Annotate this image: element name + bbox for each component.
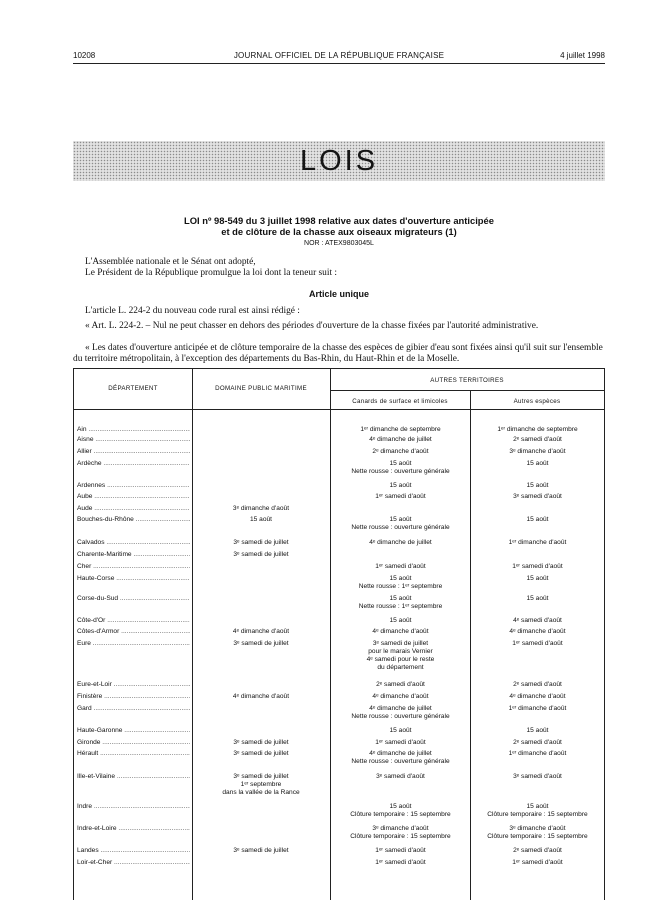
department-name: Ain ..... bbox=[77, 426, 190, 434]
domaine-public-cell bbox=[192, 516, 330, 524]
cell-line: Clôture temporaire : 15 septembre bbox=[487, 833, 588, 840]
header-domaine-public: DOMAINE PUBLIC MARITIME bbox=[215, 385, 307, 392]
canards-cell bbox=[331, 426, 470, 434]
cell-line: 15 août bbox=[526, 482, 549, 489]
cell-line: 2ᵉ samedi d'août bbox=[513, 847, 562, 854]
autres-especes-cell bbox=[471, 773, 604, 781]
department-name: Aisne ..... bbox=[77, 436, 190, 444]
department-name: Indre-et-Loire ..... bbox=[77, 825, 190, 833]
autres-especes-cell bbox=[471, 727, 604, 735]
cell-line: 3ᵉ samedi de juillet bbox=[233, 640, 289, 647]
autres-especes-cell bbox=[471, 705, 604, 713]
preamble-line: L'Assemblée nationale et le Sénat ont adopté, bbox=[85, 257, 256, 267]
autres-especes-cell bbox=[471, 563, 604, 571]
autres-especes-cell bbox=[471, 460, 604, 468]
autres-especes-cell bbox=[471, 595, 604, 603]
autres-especes-cell bbox=[471, 493, 604, 501]
header-autres-territoires: AUTRES TERRITOIRES bbox=[430, 377, 504, 384]
autres-especes-cell bbox=[471, 436, 604, 444]
cell-line: 1ᵉʳ dimanche de septembre bbox=[497, 426, 578, 433]
department-name: Aude ..... bbox=[77, 505, 190, 513]
cell-line: 3ᵉ samedi d'août bbox=[376, 773, 425, 780]
cell-line: 15 août bbox=[526, 575, 549, 582]
autres-especes-cell bbox=[471, 750, 604, 758]
cell-line: 15 août bbox=[389, 803, 412, 810]
cell-line: 3ᵉ dimanche d'août bbox=[232, 505, 290, 512]
canards-cell bbox=[331, 448, 470, 456]
canards-cell bbox=[331, 847, 470, 855]
cell-line: 3ᵉ samedi de juillet bbox=[372, 640, 429, 647]
department-name: Corse-du-Sud ..... bbox=[77, 595, 190, 603]
autres-especes-cell bbox=[471, 516, 604, 524]
autres-especes-cell bbox=[471, 575, 604, 583]
cell-line: 15 août bbox=[389, 575, 412, 582]
cell-line: 1ᵉʳ dimanche d'août bbox=[508, 750, 567, 757]
domaine-public-cell bbox=[192, 847, 330, 855]
canards-cell bbox=[331, 539, 470, 547]
autres-especes-cell bbox=[471, 847, 604, 855]
canards-cell bbox=[331, 575, 470, 591]
department-name: Côtes-d'Armor ..... bbox=[77, 628, 190, 636]
canards-cell bbox=[331, 628, 470, 636]
cell-line: pour le marais Vernier bbox=[368, 648, 433, 655]
domaine-public-cell bbox=[192, 551, 330, 559]
cell-line: Nette rousse : 1ᵉʳ septembre bbox=[358, 583, 443, 590]
cell-line: 15 août bbox=[389, 617, 412, 624]
cell-line: 4ᵉ dimanche d'août bbox=[232, 693, 290, 700]
canards-cell bbox=[331, 460, 470, 476]
cell-line: 1ᵉʳ samedi d'août bbox=[375, 493, 426, 500]
department-name: Allier ..... bbox=[77, 448, 190, 456]
cell-line: 4ᵉ samedi pour le reste bbox=[366, 656, 435, 663]
department-name: Gard ..... bbox=[77, 705, 190, 713]
cell-line: Nette rousse : ouverture générale bbox=[351, 524, 450, 531]
cell-line: 2ᵉ samedi d'août bbox=[513, 436, 562, 443]
cell-line: 1ᵉʳ samedi d'août bbox=[512, 859, 563, 866]
cell-line: 3ᵉ samedi de juillet bbox=[233, 847, 289, 854]
cell-line: Nette rousse : ouverture générale bbox=[351, 758, 450, 765]
domaine-public-cell bbox=[192, 693, 330, 701]
cell-line: 15 août bbox=[526, 727, 549, 734]
cell-line: 4ᵉ dimanche de juillet bbox=[369, 539, 432, 546]
paragraph: « Art. L. 224-2. – Nul ne peut chasser en dehors des périodes d'ouverture de la chasse fixées par l'autorité administrative. bbox=[85, 321, 539, 331]
cell-line: 15 août bbox=[389, 727, 412, 734]
domaine-public-cell bbox=[192, 773, 330, 797]
department-name: Ardennes ..... bbox=[77, 482, 190, 490]
canards-cell bbox=[331, 705, 470, 721]
cell-line: 15 août bbox=[526, 803, 549, 810]
cell-line: 3ᵉ dimanche d'août bbox=[509, 448, 566, 455]
domaine-public-cell bbox=[192, 539, 330, 547]
cell-line: 2ᵉ samedi d'août bbox=[513, 681, 562, 688]
law-title-line-2: et de clôture de la chasse aux oiseaux migrateurs (1) bbox=[221, 226, 457, 237]
issue-date: 4 juillet 1998 bbox=[560, 51, 605, 60]
cell-line: 3ᵉ dimanche d'août bbox=[509, 825, 566, 832]
autres-especes-cell bbox=[471, 859, 604, 867]
canards-cell bbox=[331, 640, 470, 672]
law-title bbox=[73, 215, 605, 237]
paragraph: L'article L. 224-2 du nouveau code rural est ainsi rédigé : bbox=[85, 306, 300, 316]
department-name: Gironde ..... bbox=[77, 739, 190, 747]
cell-line: 3ᵉ samedi de juillet bbox=[233, 539, 289, 546]
canards-cell bbox=[331, 617, 470, 625]
domaine-public-cell bbox=[192, 739, 330, 747]
preamble-line: Le Président de la République promulgue la loi dont la teneur suit : bbox=[85, 268, 338, 278]
header-departement: DÉPARTEMENT bbox=[108, 385, 158, 392]
cell-line: 4ᵉ dimanche de juillet bbox=[369, 436, 432, 443]
cell-line: 3ᵉ samedi d'août bbox=[513, 493, 562, 500]
cell-line: 4ᵉ dimanche de juillet bbox=[369, 705, 432, 712]
department-name: Hérault ..... bbox=[77, 750, 190, 758]
department-name: Landes ..... bbox=[77, 847, 190, 855]
canards-cell bbox=[331, 595, 470, 611]
hunting-dates-table bbox=[73, 368, 605, 900]
article-heading: Article unique bbox=[308, 289, 369, 299]
cell-line: 3ᵉ samedi d'août bbox=[513, 773, 562, 780]
header-bottom-rule bbox=[74, 409, 604, 410]
department-name: Finistère ..... bbox=[77, 693, 190, 701]
cell-line: 3ᵉ samedi de juillet bbox=[233, 773, 289, 780]
department-name: Charente-Maritime ..... bbox=[77, 551, 190, 559]
cell-line: 15 août bbox=[526, 460, 549, 467]
autres-especes-cell bbox=[471, 482, 604, 490]
paragraph: « Les dates d'ouverture anticipée et de clôture temporaire de la chasse des espèces de gibier d'eau sont fixées ainsi qu'il suit sur l'ensemble du territoire métropolitain, à l'exception des départements du Bas-Rhin, du Haut-Rhin et de la Moselle. bbox=[73, 343, 603, 364]
canards-cell bbox=[331, 693, 470, 701]
department-name: Cher ..... bbox=[77, 563, 190, 571]
cell-line: 1ᵉʳ samedi d'août bbox=[512, 640, 563, 647]
cell-line: Nette rousse : 1ᵉʳ septembre bbox=[358, 603, 443, 610]
canards-cell bbox=[331, 750, 470, 766]
cell-line: 15 août bbox=[389, 460, 412, 467]
cell-line: 4ᵉ dimanche d'août bbox=[232, 628, 290, 635]
cell-line: 3ᵉ samedi de juillet bbox=[233, 739, 289, 746]
autres-especes-cell bbox=[471, 539, 604, 547]
section-title: LOIS bbox=[299, 145, 379, 177]
department-name: Bouches-du-Rhône ..... bbox=[77, 516, 190, 524]
cell-line: 1ᵉʳ samedi d'août bbox=[375, 563, 426, 570]
cell-line: Clôture temporaire : 15 septembre bbox=[487, 811, 588, 818]
nor-reference: NOR : ATEX9803045L bbox=[304, 240, 374, 247]
department-name: Aube ..... bbox=[77, 493, 190, 501]
cell-line: 15 août bbox=[250, 516, 272, 523]
cell-line: 4ᵉ dimanche d'août bbox=[372, 628, 429, 635]
canards-cell bbox=[331, 493, 470, 501]
autres-especes-cell bbox=[471, 825, 604, 841]
department-name: Haute-Corse ..... bbox=[77, 575, 190, 583]
cell-line: 15 août bbox=[389, 595, 412, 602]
cell-line: 1ᵉʳ samedi d'août bbox=[512, 563, 563, 570]
cell-line: dans la vallée de la Rance bbox=[222, 789, 300, 796]
canards-cell bbox=[331, 859, 470, 867]
journal-title: JOURNAL OFFICIEL DE LA RÉPUBLIQUE FRANÇAISE bbox=[233, 51, 445, 60]
autres-especes-cell bbox=[471, 681, 604, 689]
department-name: Ille-et-Vilaine ..... bbox=[77, 773, 190, 781]
canards-cell bbox=[331, 681, 470, 689]
running-head bbox=[73, 51, 605, 63]
cell-line: 2ᵉ samedi d'août bbox=[513, 739, 562, 746]
cell-line: 3ᵉ dimanche d'août bbox=[372, 825, 429, 832]
autres-especes-cell bbox=[471, 693, 604, 701]
cell-line: 15 août bbox=[526, 595, 549, 602]
cell-line: 1ᵉʳ dimanche d'août bbox=[508, 705, 567, 712]
cell-line: du département bbox=[377, 664, 424, 671]
cell-line: 2ᵉ dimanche d'août bbox=[372, 448, 429, 455]
autres-especes-cell bbox=[471, 448, 604, 456]
canards-cell bbox=[331, 825, 470, 841]
cell-line: 1ᵉʳ samedi d'août bbox=[375, 859, 426, 866]
department-name: Loir-et-Cher ..... bbox=[77, 859, 190, 867]
cell-line: 4ᵉ dimanche de juillet bbox=[369, 750, 432, 757]
cell-line: Clôture temporaire : 15 septembre bbox=[350, 811, 451, 818]
cell-line: 15 août bbox=[526, 516, 549, 523]
cell-line: 3ᵉ samedi de juillet bbox=[233, 750, 289, 757]
cell-line: 4ᵉ dimanche d'août bbox=[509, 628, 566, 635]
department-name: Calvados ..... bbox=[77, 539, 190, 547]
canards-cell bbox=[331, 739, 470, 747]
header-autres-especes: Autres espèces bbox=[513, 398, 561, 405]
cell-line: 1ᵉʳ septembre bbox=[240, 781, 282, 788]
domaine-public-cell bbox=[192, 505, 330, 513]
department-name: Ardèche ..... bbox=[77, 460, 190, 468]
canards-cell bbox=[331, 436, 470, 444]
cell-line: 4ᵉ dimanche d'août bbox=[372, 693, 429, 700]
header-rule bbox=[73, 63, 605, 64]
canards-cell bbox=[331, 563, 470, 571]
autres-especes-cell bbox=[471, 803, 604, 819]
cell-line: Clôture temporaire : 15 septembre bbox=[350, 833, 451, 840]
cell-line: 4ᵉ dimanche d'août bbox=[509, 693, 566, 700]
cell-line: 1ᵉʳ samedi d'août bbox=[375, 739, 426, 746]
cell-line: 15 août bbox=[389, 516, 412, 523]
cell-line: Nette rousse : ouverture générale bbox=[351, 468, 450, 475]
autres-especes-cell bbox=[471, 628, 604, 636]
header-canards: Canards de surface et limicoles bbox=[352, 398, 448, 405]
cell-line: 15 août bbox=[389, 482, 412, 489]
cell-line: Nette rousse : ouverture générale bbox=[351, 713, 450, 720]
autres-especes-cell bbox=[471, 640, 604, 648]
canards-cell bbox=[331, 803, 470, 819]
cell-line: 1ᵉʳ samedi d'août bbox=[375, 847, 426, 854]
autres-especes-cell bbox=[471, 426, 604, 434]
department-name: Eure ..... bbox=[77, 640, 190, 648]
cell-line: 4ᵉ samedi d'août bbox=[513, 617, 562, 624]
canards-cell bbox=[331, 516, 470, 532]
cell-line: 1ᵉʳ dimanche d'août bbox=[508, 539, 567, 546]
autres-especes-cell bbox=[471, 617, 604, 625]
law-title-line-1: LOI nº 98-549 du 3 juillet 1998 relative aux dates d'ouverture anticipée bbox=[184, 215, 494, 226]
cell-line: 1ᵉʳ dimanche de septembre bbox=[360, 426, 441, 433]
domaine-public-cell bbox=[192, 628, 330, 636]
domaine-public-cell bbox=[192, 750, 330, 758]
domaine-public-cell bbox=[192, 640, 330, 648]
page-number: 10208 bbox=[73, 51, 96, 60]
department-name: Côte-d'Or ..... bbox=[77, 617, 190, 625]
canards-cell bbox=[331, 482, 470, 490]
department-name: Haute-Garonne ..... bbox=[77, 727, 190, 735]
autres-especes-cell bbox=[471, 739, 604, 747]
cell-line: 2ᵉ samedi d'août bbox=[376, 681, 425, 688]
cell-line: 3ᵉ samedi de juillet bbox=[233, 551, 289, 558]
department-name: Eure-et-Loir ..... bbox=[77, 681, 190, 689]
header-divider bbox=[330, 390, 604, 391]
department-name: Indre ..... bbox=[77, 803, 190, 811]
canards-cell bbox=[331, 727, 470, 735]
canards-cell bbox=[331, 773, 470, 781]
